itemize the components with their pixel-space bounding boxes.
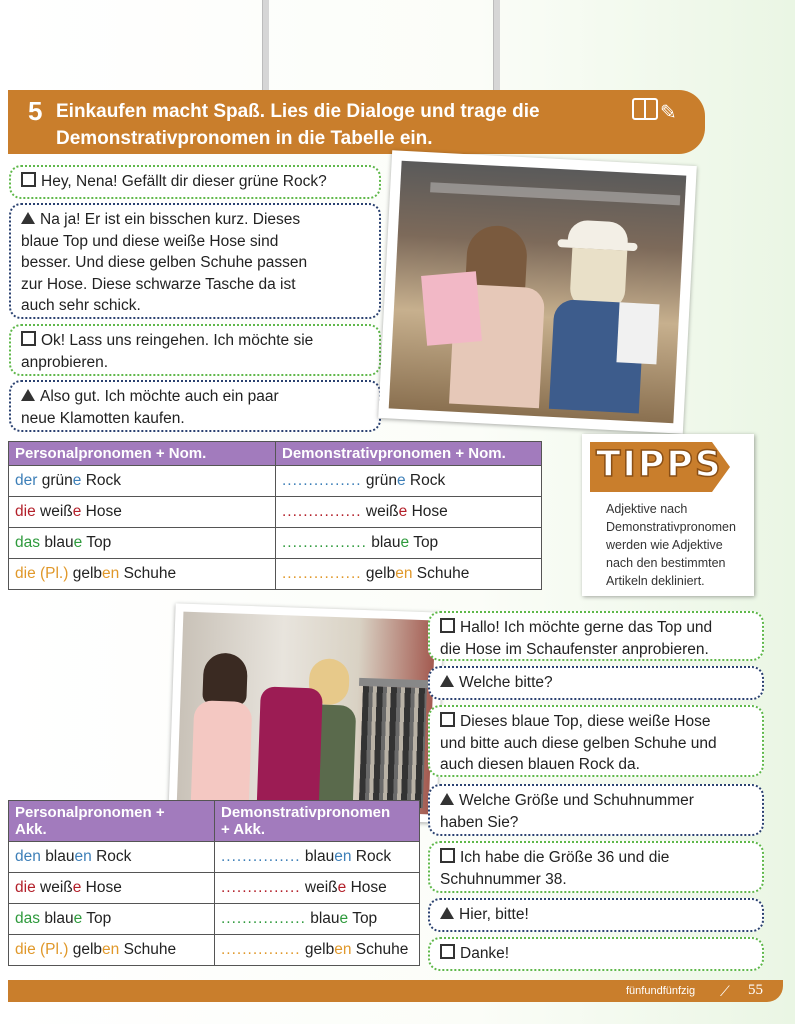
table-akk-header-demonstrative: Demonstrativpronomen + Akk.: [215, 801, 420, 842]
square-speaker-icon: [440, 618, 455, 633]
page-number: 55: [748, 982, 763, 998]
square-speaker-icon: [21, 172, 36, 187]
tipps-label: TIPPS: [596, 444, 723, 485]
dialogue2-bubble-6: Hier, bitte!: [428, 898, 764, 932]
table-nom-header-demonstrative: Demonstrativpronomen + Nom.: [276, 442, 542, 466]
table-row: die weiße Hose ............... weiße Hose: [9, 873, 420, 904]
table-row: der grüne Rock ............... grüne Rock: [9, 466, 542, 497]
exercise-title-line2: Demonstrativpronomen in die Tabelle ein.: [56, 128, 433, 149]
book-icon: [632, 98, 658, 120]
broom-icon: ⟋: [720, 983, 730, 999]
pencil-icon: ✎: [660, 102, 677, 124]
hanger-pole-left: [262, 0, 269, 92]
triangle-speaker-icon: [440, 675, 454, 687]
page-number-word: fünfundfünfzig: [626, 985, 696, 997]
table-row: das blaue Top ................ blaue Top: [9, 528, 542, 559]
triangle-speaker-icon: [440, 907, 454, 919]
dialogue2-bubble-3: Dieses blaue Top, diese weiße Hose und bitte auch diese gelben Schuhe und auch diesen blauen Rock da.: [428, 705, 764, 777]
blank-field[interactable]: ................: [221, 910, 306, 927]
triangle-speaker-icon: [21, 389, 35, 401]
dialogue1-bubble-1: Hey, Nena! Gefällt dir dieser grüne Rock?: [9, 165, 381, 199]
tipps-text: Adjektive nach Demonstrativpronomen werden wie Adjektive nach den bestimmten Artikeln dekliniert.: [606, 502, 736, 588]
table-row: den blauen Rock ............... blauen Rock: [9, 842, 420, 873]
dialogue2-bubble-5: Ich habe die Größe 36 und die Schuhnummer 38.: [428, 841, 764, 893]
exercise-title-line1: Einkaufen macht Spaß. Lies die Dialoge und trage die: [56, 101, 540, 122]
blank-field[interactable]: ...............: [282, 472, 362, 489]
table-akk-header-personal: Personalpronomen + Akk.: [9, 801, 215, 842]
blank-field[interactable]: ...............: [282, 565, 362, 582]
blank-field[interactable]: ................: [282, 534, 367, 551]
dialogue2-bubble-4: Welche Größe und Schuhnummer haben Sie?: [428, 784, 764, 836]
hanger-pole-right: [493, 0, 500, 92]
blank-field[interactable]: ...............: [221, 848, 301, 865]
dialogue2-bubble-2: Welche bitte?: [428, 666, 764, 700]
table-row: die weiße Hose ............... weiße Hose: [9, 497, 542, 528]
exercise-number: 5: [28, 96, 43, 126]
square-speaker-icon: [440, 712, 455, 727]
table-accusative: [8, 800, 420, 966]
blank-field[interactable]: ...............: [221, 941, 301, 958]
dialogue2-bubble-7: Danke!: [428, 937, 764, 971]
photo-shopping-women: [378, 150, 697, 434]
triangle-speaker-icon: [440, 793, 454, 805]
dialogue1-bubble-3: Ok! Lass uns reingehen. Ich möchte sie anprobieren.: [9, 324, 381, 376]
photo-clothes-shop: [168, 603, 443, 822]
page-footer: [8, 980, 783, 1002]
tipps-box: [582, 434, 754, 596]
square-speaker-icon: [21, 331, 36, 346]
dialogue1-bubble-2: Na ja! Er ist ein bisschen kurz. Dieses blaue Top und diese weiße Hose sind besser. Und diese gelben Schuhe passen zur Hose. Diese schwarze Tasche da ist auch sehr schick.: [9, 203, 381, 319]
table-row: das blaue Top ................ blaue Top: [9, 904, 420, 935]
triangle-speaker-icon: [21, 212, 35, 224]
table-nominative: [8, 441, 542, 590]
blank-field[interactable]: ...............: [282, 503, 362, 520]
table-nom-header-personal: Personalpronomen + Nom.: [9, 442, 276, 466]
exercise-header: [8, 90, 705, 154]
dialogue1-bubble-4: Also gut. Ich möchte auch ein paar neue Klamotten kaufen.: [9, 380, 381, 432]
blank-field[interactable]: ...............: [221, 879, 301, 896]
square-speaker-icon: [440, 848, 455, 863]
square-speaker-icon: [440, 944, 455, 959]
table-row: die (Pl.) gelben Schuhe ............... gelben Schuhe: [9, 935, 420, 966]
table-row: die (Pl.) gelben Schuhe ............... gelben Schuhe: [9, 559, 542, 590]
dialogue2-bubble-1: Hallo! Ich möchte gerne das Top und die Hose im Schaufenster anprobieren.: [428, 611, 764, 661]
